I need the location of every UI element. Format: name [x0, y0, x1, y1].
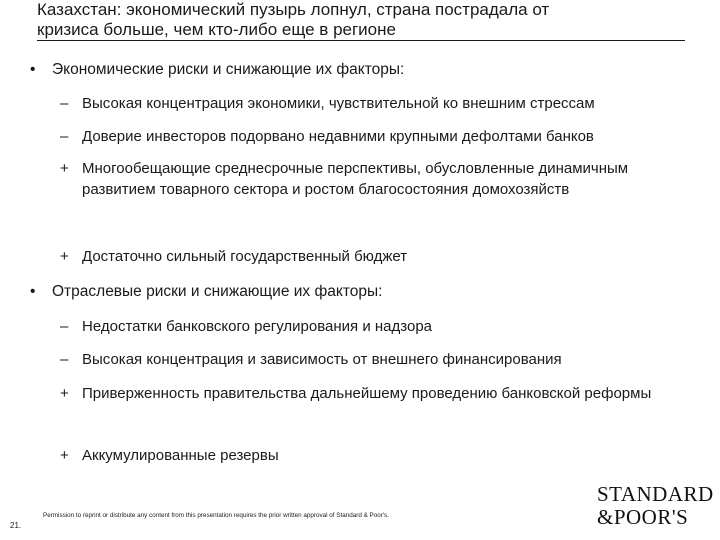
- plus-mark: +: [60, 248, 69, 265]
- section-heading-text: Отраслевые риски и снижающие их факторы: [52, 283, 379, 300]
- bullet-dot: •: [30, 283, 36, 300]
- standard-and-poors-logo: [597, 483, 715, 529]
- list-item-text: Приверженность правительства дальнейшему проведению банковской реформы: [82, 385, 652, 402]
- minus-mark: –: [60, 128, 69, 145]
- list-item-text: Недостатки банковского регулирования и надзора: [82, 318, 433, 335]
- list-item-text: Достаточно сильный государственный бюджет: [82, 248, 408, 265]
- title-underline: [37, 40, 685, 41]
- list-item-text: Доверие инвесторов подорвано недавними крупными дефолтами банков: [82, 128, 594, 145]
- copyright-note: Permission to reprint or distribute any content from this presentation requires the prior written approval of Standard & Poor's.: [43, 512, 389, 519]
- page-number: 21.: [10, 521, 22, 530]
- slide-title-line-2: кризиса больше, чем кто-либо еще в регионе: [37, 20, 396, 39]
- list-item-text: Высокая концентрация и зависимость от внешнего финансирования: [82, 351, 562, 368]
- logo-line-2: &POOR'S: [597, 505, 689, 529]
- plus-mark: +: [60, 447, 69, 464]
- section-heading-text: Экономические риски и снижающие их факторы: [52, 61, 401, 78]
- list-item-text: Многообещающие среднесрочные перспективы, обусловленные динамичным развитием товарного сектора и ростом благосостояния домохозяйств: [82, 160, 629, 198]
- minus-mark: –: [60, 351, 69, 368]
- minus-mark: –: [60, 318, 69, 335]
- list-item-text: Аккумулированные резервы: [82, 447, 279, 464]
- section-heading-suffix: :: [400, 61, 405, 78]
- slide-title-line-1: Казахстан: экономический пузырь лопнул, страна пострадала от: [37, 0, 550, 19]
- bullet-dot: •: [30, 61, 36, 78]
- plus-mark: +: [60, 160, 69, 177]
- section-heading-suffix: :: [378, 283, 383, 300]
- list-item-text: Высокая концентрация экономики, чувствительной ко внешним стрессам: [82, 95, 595, 112]
- logo-line-1: STANDARD: [597, 482, 714, 506]
- slide-title: [37, 0, 685, 40]
- minus-mark: –: [60, 95, 69, 112]
- plus-mark: +: [60, 385, 69, 402]
